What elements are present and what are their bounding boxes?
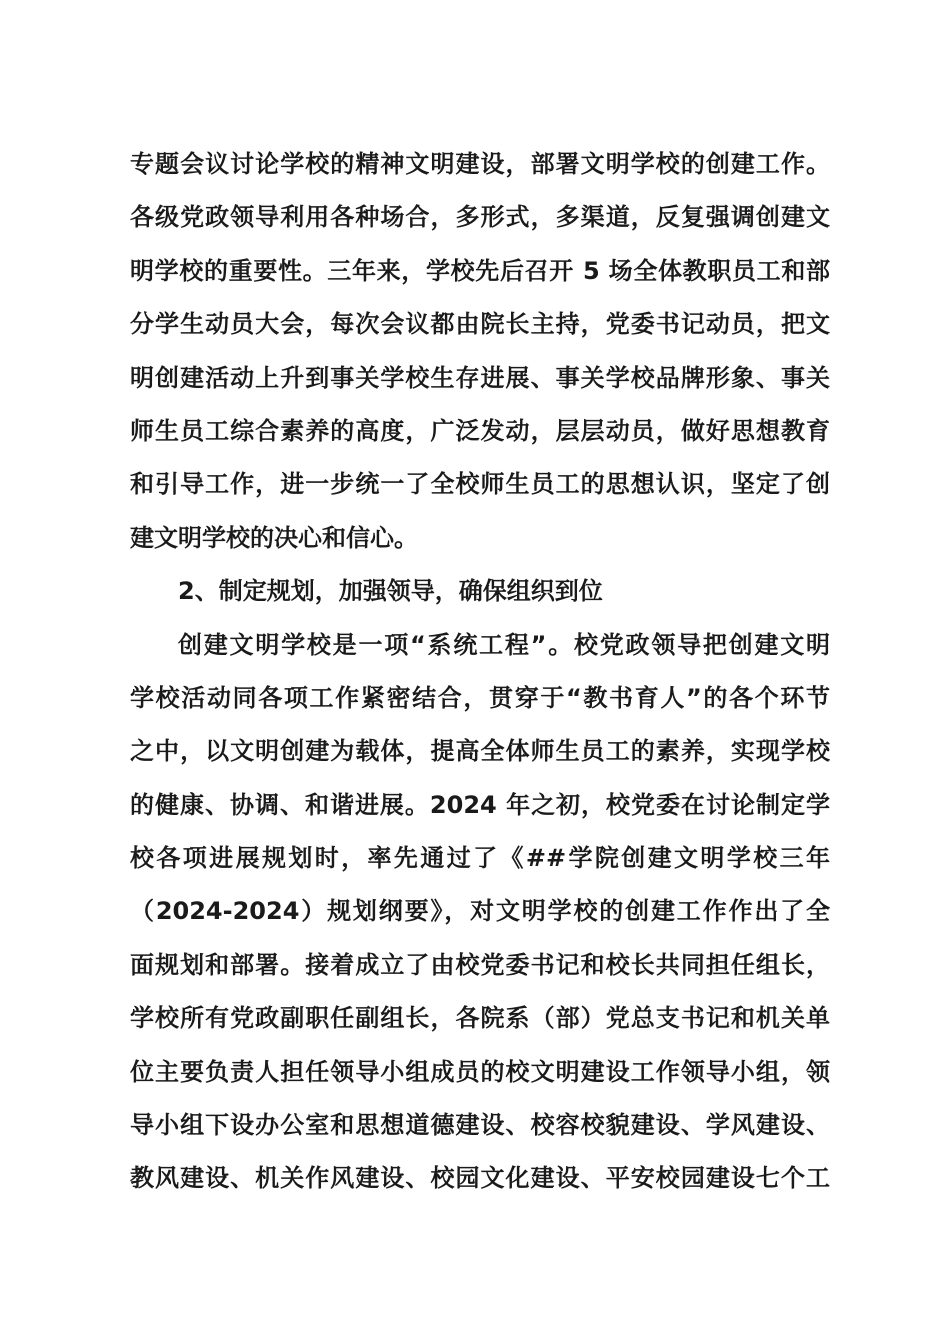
text-line: 和引导工作，进一步统一了全校师生员工的思想认识，坚定了创 xyxy=(130,470,830,499)
text-line: 师生员工综合素养的高度，广泛发动，层层动员，做好思想教育 xyxy=(130,416,830,445)
body-text xyxy=(130,138,830,1206)
text-line: 位主要负责人担任领导小组成员的校文明建设工作领导小组，领 xyxy=(130,1057,830,1086)
text-line: 的健康、协调、和谐进展。2024 年之初，校党委在讨论制定学 xyxy=(130,790,830,819)
text-line: 明学校的重要性。三年来，学校先后召开 5 场全体教职员工和部 xyxy=(130,256,830,285)
text-line: 分学生动员大会，每次会议都由院长主持，党委书记动员，把文 xyxy=(130,310,830,339)
text-line: 专题会议讨论学校的精神文明建设，部署文明学校的创建工作。 xyxy=(130,150,830,178)
text-line: 各级党政领导利用各种场合，多形式，多渠道，反复强调创建文 xyxy=(130,203,830,232)
text-line: 创建文明学校是一项“系统工程”。校党政领导把创建文明 xyxy=(178,630,830,659)
text-line: 学校所有党政副职任副组长，各院系（部）党总支书记和机关单 xyxy=(130,1004,830,1033)
text-line: 学校活动同各项工作紧密结合，贯穿于“教书育人”的各个环节 xyxy=(130,683,830,712)
section-heading: 2、制定规划，加强领导，确保组织到位 xyxy=(178,577,603,606)
text-line: 导小组下设办公室和思想道德建设、校容校貌建设、学风建设、 xyxy=(130,1111,830,1140)
text-line: 之中，以文明创建为载体，提高全体师生员工的素养，实现学校 xyxy=(130,737,830,766)
text-line: 校各项进展规划时，率先通过了《##学院创建文明学校三年 xyxy=(130,844,830,873)
text-line: （2024-2024）规划纲要》，对文明学校的创建工作作出了全 xyxy=(130,897,830,926)
text-line: 教风建设、机关作风建设、校园文化建设、平安校园建设七个工 xyxy=(130,1164,830,1193)
text-line: 面规划和部署。接着成立了由校党委书记和校长共同担任组长， xyxy=(130,950,830,979)
text-line: 建文明学校的决心和信心。 xyxy=(130,523,418,552)
text-line: 明创建活动上升到事关学校生存进展、事关学校品牌形象、事关 xyxy=(130,363,830,392)
